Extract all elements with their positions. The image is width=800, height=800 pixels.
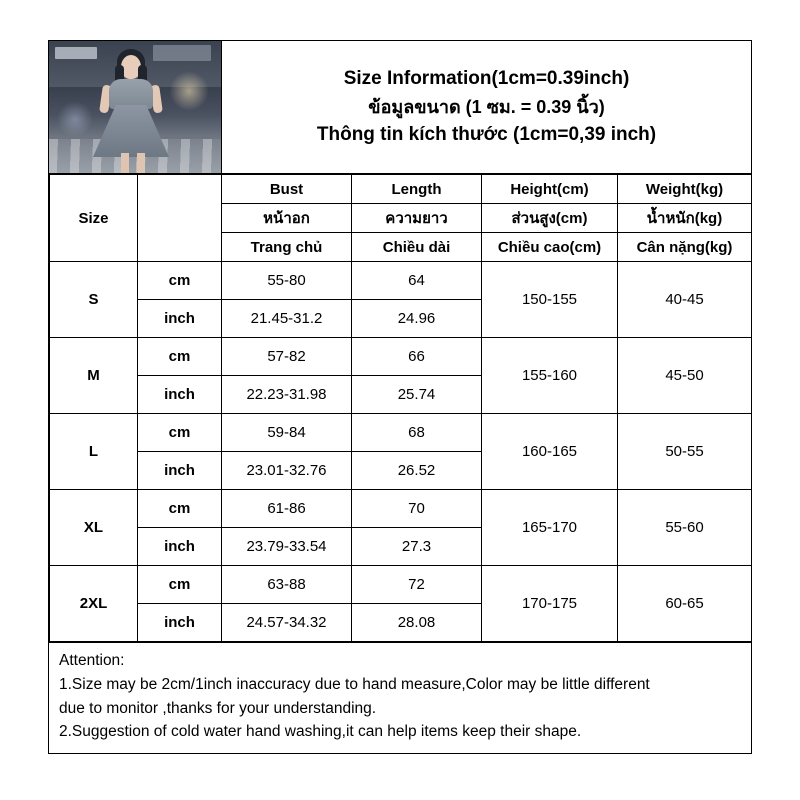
row-unit-cm: cm <box>138 414 222 452</box>
cell-length-cm-l: 68 <box>352 414 482 452</box>
row-unit-inch: inch <box>138 528 222 566</box>
header-height-vi: Chiều cao(cm) <box>482 233 618 262</box>
row-size-s: S <box>50 262 138 338</box>
header-size-cell: Size <box>50 175 138 262</box>
title-english: Size Information(1cm=0.39inch) <box>343 68 630 89</box>
cell-bust-inch-xl: 23.79-33.54 <box>222 528 352 566</box>
header-height-th: ส่วนสูง(cm) <box>482 204 618 233</box>
row-unit-inch: inch <box>138 452 222 490</box>
header-length-th: ความยาว <box>352 204 482 233</box>
title-thai: ข้อมูลขนาด (1 ซม. = 0.39 นิ้ว) <box>368 96 605 117</box>
row-unit-inch: inch <box>138 604 222 642</box>
row-unit-cm: cm <box>138 262 222 300</box>
attention-line-3: 2.Suggestion of cold water hand washing,it can help items keep their shape. <box>59 722 582 740</box>
cell-bust-cm-xl: 61-86 <box>222 490 352 528</box>
row-unit-cm: cm <box>138 338 222 376</box>
attention-line-2: due to monitor ,thanks for your understanding. <box>59 699 377 717</box>
row-size-2xl: 2XL <box>50 566 138 642</box>
product-photo <box>49 41 222 173</box>
cell-bust-cm-m: 57-82 <box>222 338 352 376</box>
cell-bust-inch-m: 22.23-31.98 <box>222 376 352 414</box>
cell-bust-inch-2xl: 24.57-34.32 <box>222 604 352 642</box>
header-height-en: Height(cm) <box>482 175 618 204</box>
row-size-xl: XL <box>50 490 138 566</box>
cell-height-s: 150-155 <box>482 262 618 338</box>
cell-length-cm-2xl: 72 <box>352 566 482 604</box>
cell-height-m: 155-160 <box>482 338 618 414</box>
row-unit-cm: cm <box>138 490 222 528</box>
table-row <box>50 490 752 528</box>
header-length-en: Length <box>352 175 482 204</box>
cell-length-inch-2xl: 28.08 <box>352 604 482 642</box>
cell-height-2xl: 170-175 <box>482 566 618 642</box>
cell-weight-2xl: 60-65 <box>618 566 752 642</box>
header-unit-cell <box>138 175 222 262</box>
size-chart-sheet <box>48 40 752 754</box>
row-size-m: M <box>50 338 138 414</box>
street-light-glow-icon <box>169 71 209 111</box>
cell-length-inch-xl: 27.3 <box>352 528 482 566</box>
table-header-row-en <box>50 175 752 204</box>
cell-height-xl: 165-170 <box>482 490 618 566</box>
header-bust-vi: Trang chủ <box>222 233 352 262</box>
cell-length-inch-m: 25.74 <box>352 376 482 414</box>
row-size-l: L <box>50 414 138 490</box>
attention-block <box>49 642 751 753</box>
cell-bust-inch-l: 23.01-32.76 <box>222 452 352 490</box>
header-bust-th: หน้าอก <box>222 204 352 233</box>
cell-length-cm-s: 64 <box>352 262 482 300</box>
street-light-glow-secondary-icon <box>57 101 93 137</box>
store-sign-right-icon <box>153 45 211 61</box>
table-row <box>50 414 752 452</box>
store-sign-left-icon <box>55 47 97 59</box>
cell-length-inch-l: 26.52 <box>352 452 482 490</box>
title-block <box>222 41 751 173</box>
attention-line-1: 1.Size may be 2cm/1inch inaccuracy due to hand measure,Color may be little different <box>59 676 650 694</box>
row-unit-inch: inch <box>138 300 222 338</box>
size-table <box>49 174 752 642</box>
header-weight-en: Weight(kg) <box>618 175 752 204</box>
cell-length-inch-s: 24.96 <box>352 300 482 338</box>
cell-weight-s: 40-45 <box>618 262 752 338</box>
model-leg-left <box>121 153 129 173</box>
cell-weight-xl: 55-60 <box>618 490 752 566</box>
model-leg-right <box>137 153 145 173</box>
table-row <box>50 566 752 604</box>
attention-title: Attention: <box>59 652 125 669</box>
chart-header <box>49 41 751 174</box>
model-dress-bodice <box>109 79 153 109</box>
row-unit-inch: inch <box>138 376 222 414</box>
title-vietnamese: Thông tin kích thước (1cm=0,39 inch) <box>316 123 657 145</box>
header-bust-en: Bust <box>222 175 352 204</box>
cell-length-cm-xl: 70 <box>352 490 482 528</box>
row-unit-cm: cm <box>138 566 222 604</box>
header-weight-th: น้ำหนัก(kg) <box>618 204 752 233</box>
cell-bust-inch-s: 21.45-31.2 <box>222 300 352 338</box>
cell-bust-cm-l: 59-84 <box>222 414 352 452</box>
table-row <box>50 262 752 300</box>
cell-bust-cm-s: 55-80 <box>222 262 352 300</box>
cell-weight-m: 45-50 <box>618 338 752 414</box>
cell-length-cm-m: 66 <box>352 338 482 376</box>
cell-bust-cm-2xl: 63-88 <box>222 566 352 604</box>
header-weight-vi: Cân nặng(kg) <box>618 233 752 262</box>
cell-weight-l: 50-55 <box>618 414 752 490</box>
cell-height-l: 160-165 <box>482 414 618 490</box>
table-row <box>50 338 752 376</box>
header-length-vi: Chiều dài <box>352 233 482 262</box>
